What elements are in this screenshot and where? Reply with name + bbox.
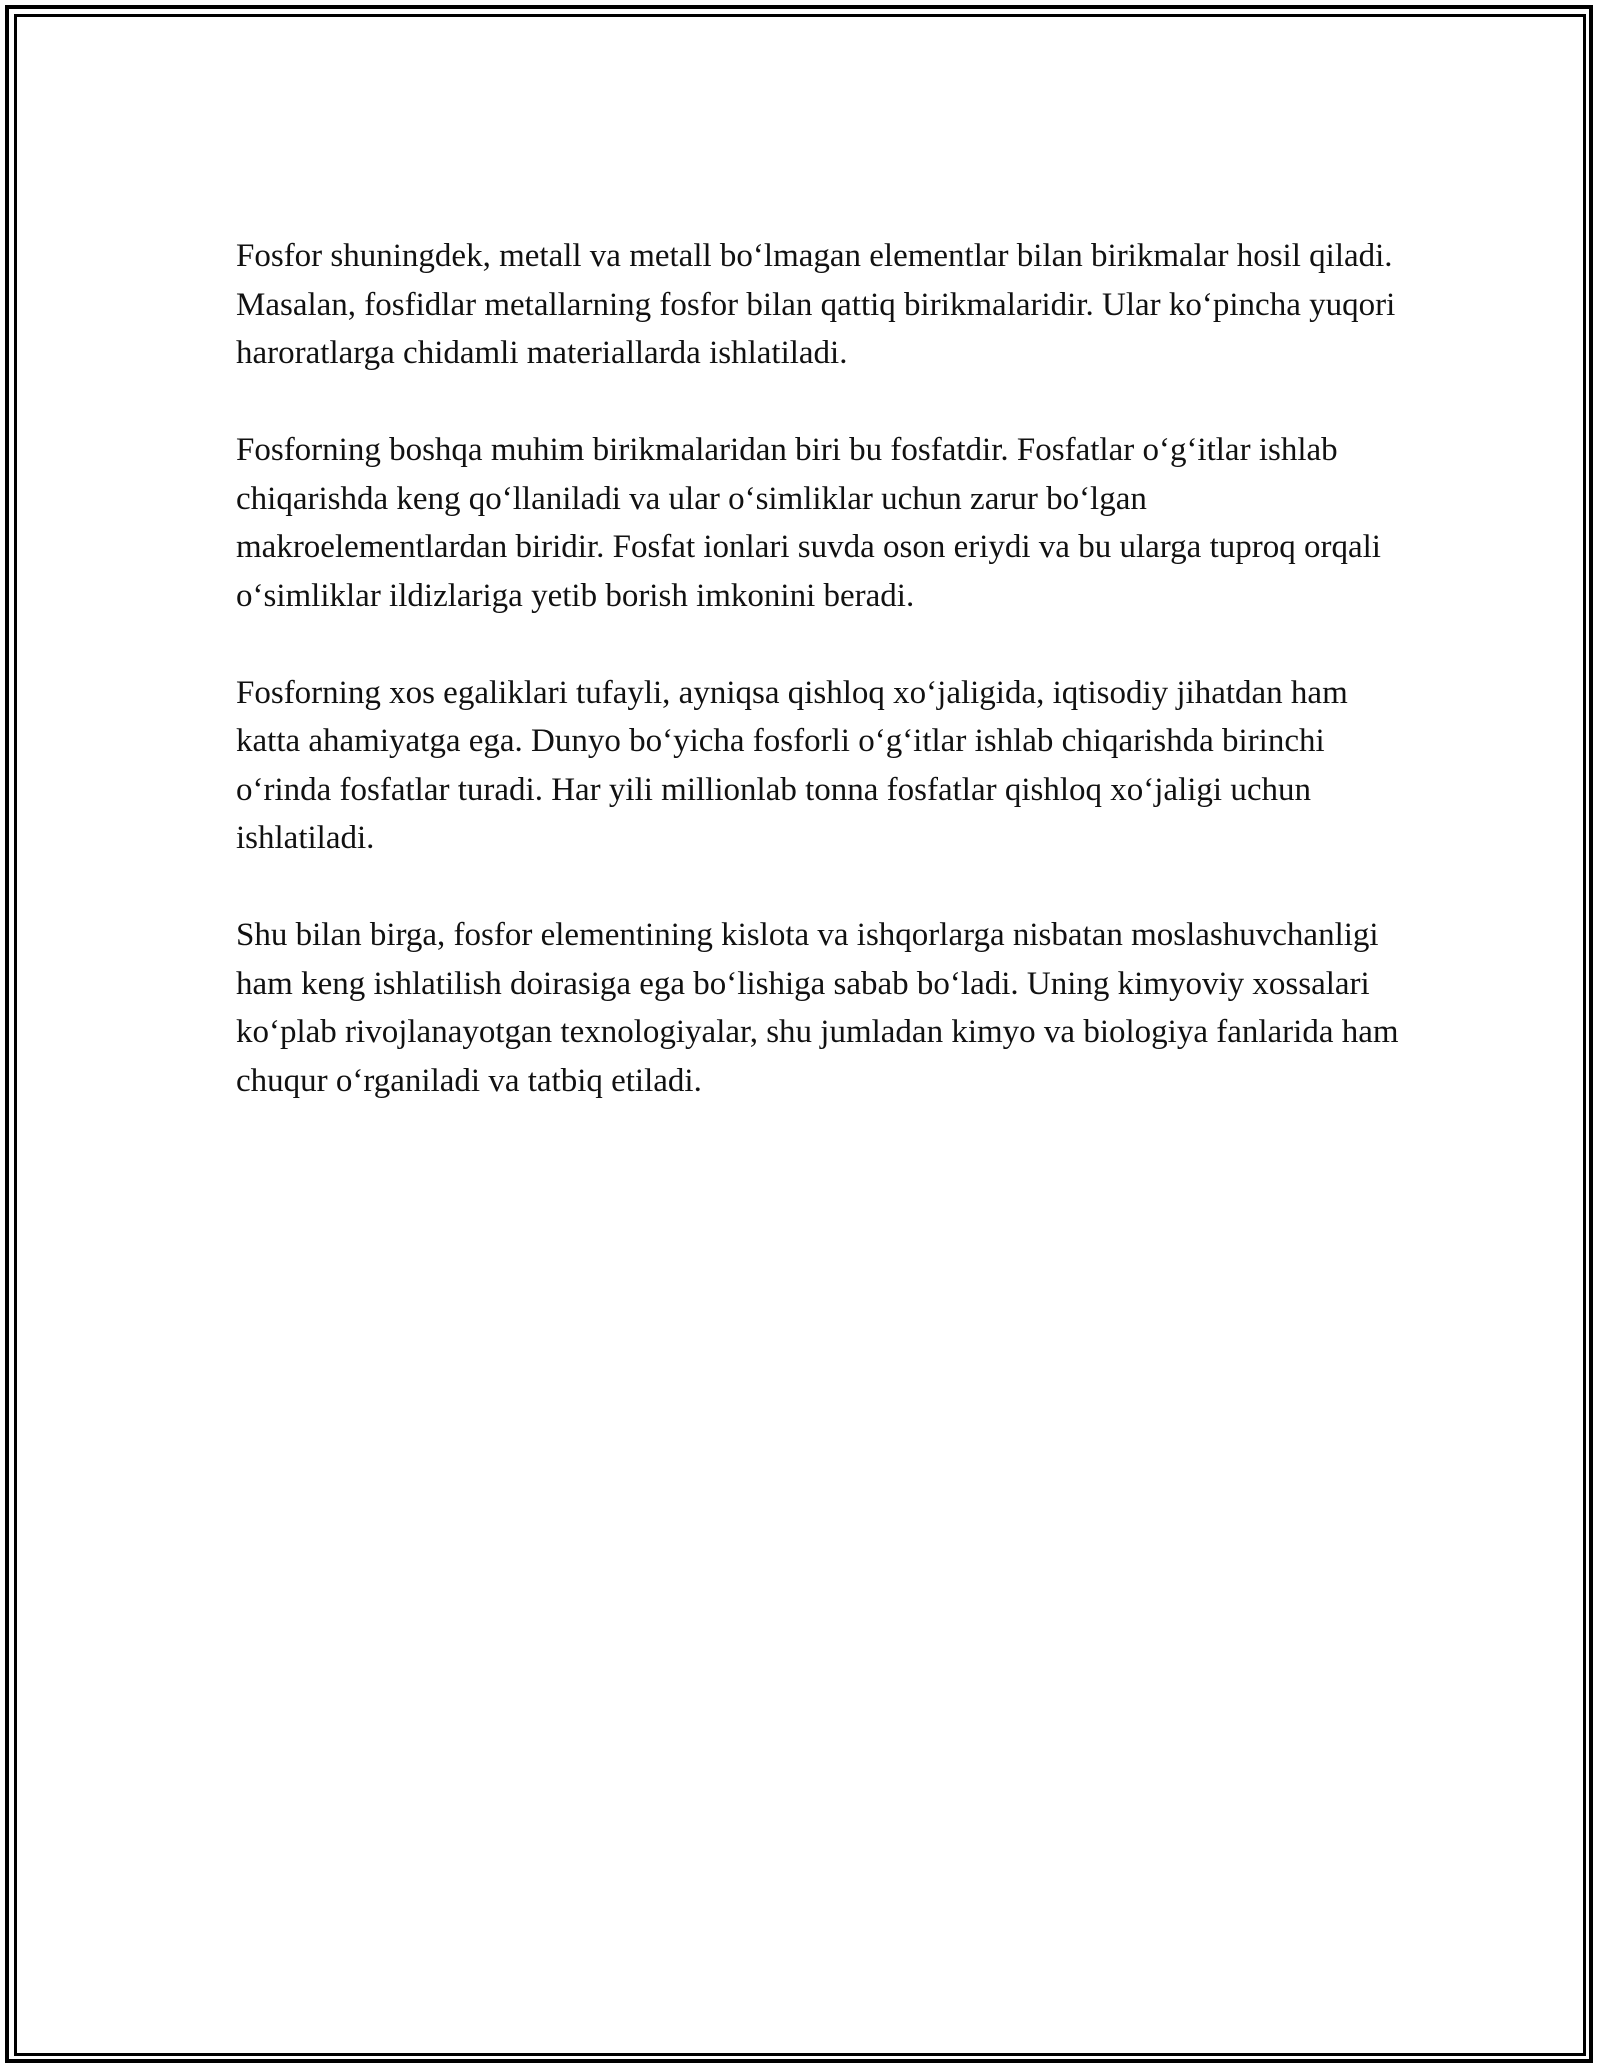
- paragraph-1: Fosfor shuningdek, metall va metall bo‘lmagan elementlar bilan birikmalar hosil qiladi. Masalan, fosfidlar metallarning fosfor bilan qattiq birikmalaridir. Ular ko‘pincha yuqori haroratlarga chidamli materiallarda ishlatiladi.: [236, 238, 1396, 371]
- document-body: [236, 232, 1406, 1154]
- paragraph-4: Shu bilan birga, fosfor elementining kislota va ishqorlarga nisbatan moslashuvchanligi ham keng ishlatilish doirasiga ega bo‘lishiga sabab bo‘ladi. Uning kimyoviy xossalari ko‘plab rivojlanayotgan texnologiyalar, shu jumladan kimyo va biologiya fanlarida ham chuqur o‘rganiladi va tatbiq etiladi.: [236, 917, 1399, 1099]
- paragraph-3: Fosforning xos egaliklari tufayli, ayniqsa qishloq xo‘jaligida, iqtisodiy jihatdan ham katta ahamiyatga ega. Dunyo bo‘yicha fosforli o‘g‘itlar ishlab chiqarishda birinchi o‘rinda fosfatlar turadi. Har yili millionlab tonna fosfatlar qishloq xo‘jaligi uchun ishlatiladi.: [236, 674, 1348, 856]
- paragraph-2: Fosforning boshqa muhim birikmalaridan biri bu fosfatdir. Fosfatlar o‘g‘itlar ishlab chiqarishda keng qo‘llaniladi va ular o‘simliklar uchun zarur bo‘lgan makroelementlardan biridir. Fosfat ionlari suvda oson eriydi va bu ularga tuproq orqali o‘simliklar ildizlariga yetib borish imkonini beradi.: [236, 432, 1381, 614]
